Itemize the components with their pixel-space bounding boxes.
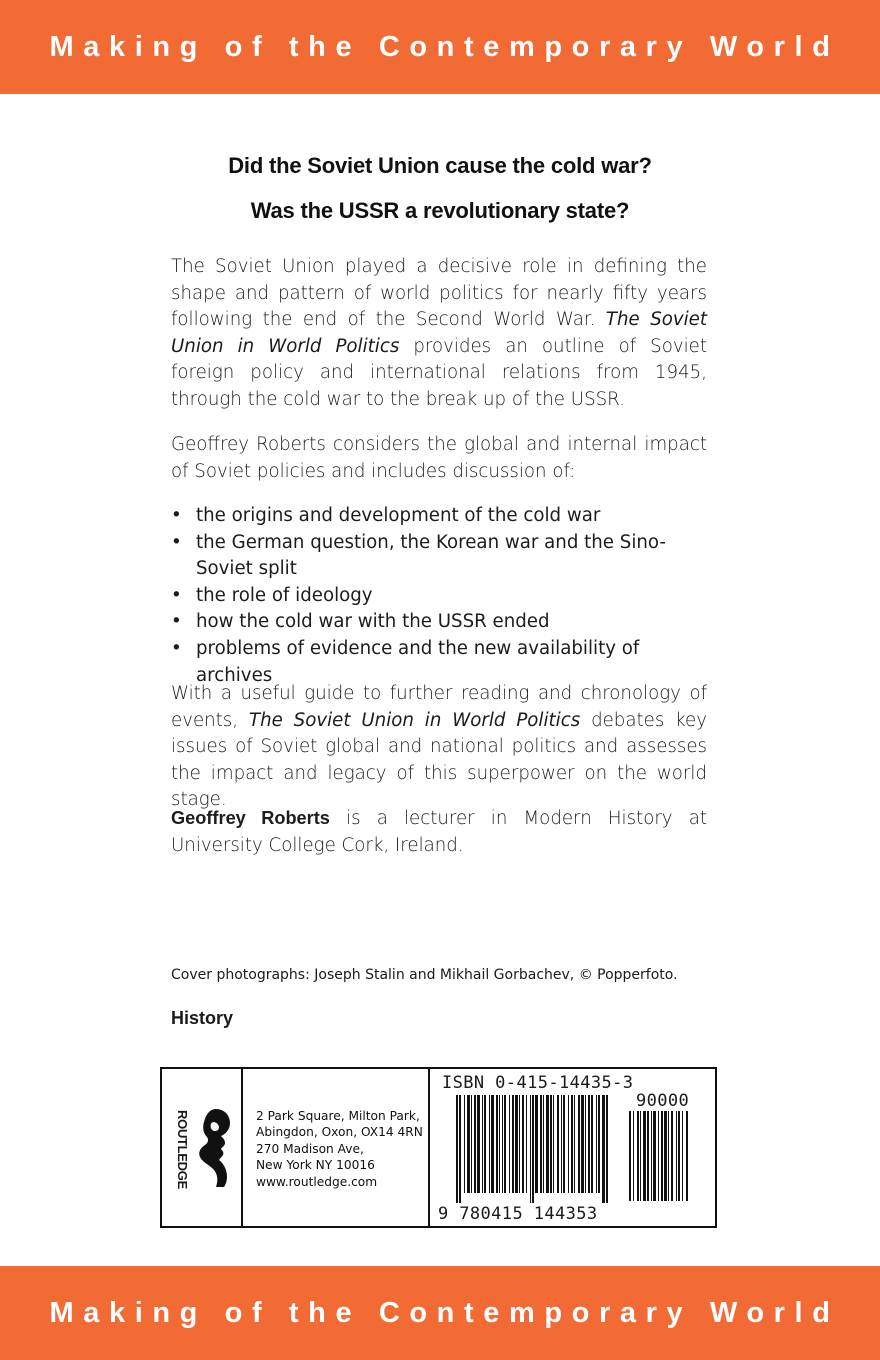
list-item (171, 583, 707, 610)
barcode-bar (676, 1111, 677, 1201)
barcode-bar (561, 1095, 562, 1193)
barcode-bar (515, 1095, 518, 1193)
list-item (171, 530, 707, 583)
barcode-bar (532, 1095, 534, 1203)
barcode-bar (489, 1095, 490, 1193)
barcode-bar (653, 1111, 656, 1201)
barcode-bar (643, 1111, 646, 1201)
list-item (171, 609, 707, 636)
barcode-bar (540, 1095, 542, 1193)
subject-category: History (171, 1008, 234, 1028)
author-name: Geoffrey Roberts (171, 808, 330, 828)
barcode-bar (651, 1111, 652, 1201)
barcode-bar (499, 1095, 500, 1193)
barcode-bar (598, 1095, 600, 1193)
list-item-text: the role of ideology (196, 584, 373, 606)
barcode-bar (557, 1095, 559, 1193)
barcode-bar (686, 1111, 688, 1201)
addon-barcode (629, 1111, 711, 1207)
barcode-bar (629, 1111, 631, 1201)
barcode-bar (574, 1095, 575, 1193)
ean-digits: 9 780415 144353 (438, 1204, 598, 1224)
barcode-bar (482, 1095, 483, 1193)
publisher-address (256, 1108, 423, 1190)
logo-wordmark-text: ROUTLEDGE (174, 1109, 190, 1189)
barcode-bar (467, 1095, 470, 1193)
book-title: The Soviet Union in World Politics (248, 709, 581, 731)
barcode-bar (658, 1111, 659, 1201)
text-run: With a useful guide to further reading and chronology of events, (171, 683, 707, 731)
barcode-bar (578, 1095, 580, 1193)
barcode-bar (661, 1111, 663, 1201)
barcode-bar (522, 1095, 524, 1193)
barcode-bar (464, 1095, 465, 1193)
barcode-bar (596, 1095, 597, 1193)
book-title: The Soviet Union in World Politics (171, 309, 708, 357)
text-run: The Soviet Union played a decisive role in defining the shape and pattern of world politics for nearly fifty years following the end of the Second World War. (171, 256, 707, 331)
barcode-bar (606, 1095, 608, 1203)
barcode-bar (591, 1095, 593, 1193)
barcode-bar (456, 1095, 458, 1203)
barcode-bar (477, 1095, 480, 1193)
list-item-text: how the cold war with the USSR ended (196, 611, 550, 633)
barcode-bar (491, 1095, 494, 1193)
summary-paragraph (171, 681, 707, 814)
barcode-bar (553, 1095, 554, 1193)
barcode-bar (671, 1111, 673, 1201)
barcode-bar (602, 1095, 605, 1203)
barcode-bar (571, 1095, 573, 1193)
barcode-bar (550, 1095, 552, 1193)
series-title: Making of the Contemporary World (49, 1296, 840, 1329)
publisher-website: www.routledge.com (256, 1174, 378, 1189)
barcode-bar (504, 1095, 506, 1193)
barcode-bar (581, 1095, 584, 1193)
logo-wordmark (172, 1109, 192, 1189)
barcode-bar (484, 1095, 486, 1193)
list-item (171, 503, 707, 530)
topics-list (171, 503, 707, 689)
address-line: Abingdon, Oxon, OX14 4RN (256, 1125, 423, 1140)
barcode-cell (430, 1069, 715, 1226)
barcode-bar (664, 1111, 667, 1201)
address-line: New York NY 10016 (256, 1158, 375, 1173)
barcode-bar (496, 1095, 498, 1193)
price-code: 90000 (636, 1091, 690, 1111)
barcode-bar (459, 1095, 461, 1203)
ean-barcode (456, 1095, 616, 1207)
cover-credit: Cover photographs: Joseph Stalin and Mikhail Gorbachev, © Popperfoto. (171, 967, 678, 983)
barcode-bar (474, 1095, 476, 1193)
barcode-bar (530, 1095, 531, 1203)
barcode-bar (668, 1111, 669, 1201)
barcode-bar (502, 1095, 503, 1193)
barcode-bar (546, 1095, 549, 1193)
barcode-bar (585, 1095, 586, 1193)
barcode-bar (519, 1095, 520, 1193)
list-item-text: the origins and development of the cold war (196, 505, 601, 526)
description-paragraph (171, 254, 707, 414)
text-run: provides an outline of Soviet foreign policy and international relations from 1945, through the cold war to the break up of the USSR. (171, 335, 707, 410)
publisher-logo (162, 1069, 243, 1226)
barcode-bar (647, 1111, 649, 1201)
publisher-panel (160, 1067, 717, 1228)
bullet-icon: • (171, 531, 182, 553)
barcode-bar (682, 1111, 683, 1201)
text-run: debates key issues of Soviet global and national politics and assesses the impact and legacy of this superpower on the world stage. (171, 709, 708, 811)
barcode-bar (568, 1095, 569, 1193)
routledge-profile-icon (194, 1107, 232, 1189)
barcode-bar (512, 1095, 514, 1193)
series-banner-top (0, 0, 880, 94)
barcode-bar (678, 1111, 680, 1201)
list-item-text: the German question, the Korean war and the Sino-Soviet split (196, 531, 666, 580)
text-run: is a lecturer in Modern History at University College Cork, Ireland. (171, 808, 707, 856)
list-item-text: problems of evidence and the new availability of archives (196, 637, 640, 686)
bullet-icon: • (171, 505, 182, 526)
series-title: Making of the Contemporary World (49, 30, 840, 63)
address-line: 2 Park Square, Milton Park, (256, 1109, 420, 1123)
series-banner-bottom (0, 1266, 880, 1360)
bullet-icon: • (171, 584, 182, 606)
barcode-bar (588, 1095, 590, 1193)
intro-paragraph: Geoffrey Roberts considers the global and internal impact of Soviet policies and includes discussion of: (171, 434, 707, 482)
barcode-bar (543, 1095, 544, 1193)
author-bio (171, 805, 707, 859)
publisher-address-cell (242, 1069, 430, 1226)
question-1: Did the Soviet Union cause the cold war? (228, 153, 652, 178)
barcode-bar (509, 1095, 510, 1193)
barcode-bar (535, 1095, 538, 1193)
barcode-bar (563, 1095, 565, 1193)
address-line: 270 Madison Ave, (256, 1141, 364, 1156)
barcode-bar (633, 1111, 634, 1201)
barcode-bar (471, 1095, 472, 1193)
barcode-bar (526, 1095, 527, 1193)
barcode-bar (640, 1111, 641, 1201)
barcode-bar (637, 1111, 639, 1201)
isbn-number: ISBN 0-415-14435-3 (442, 1073, 634, 1093)
bullet-icon: • (171, 611, 182, 633)
question-2: Was the USSR a revolutionary state? (250, 198, 630, 223)
bullet-icon: • (171, 637, 182, 659)
